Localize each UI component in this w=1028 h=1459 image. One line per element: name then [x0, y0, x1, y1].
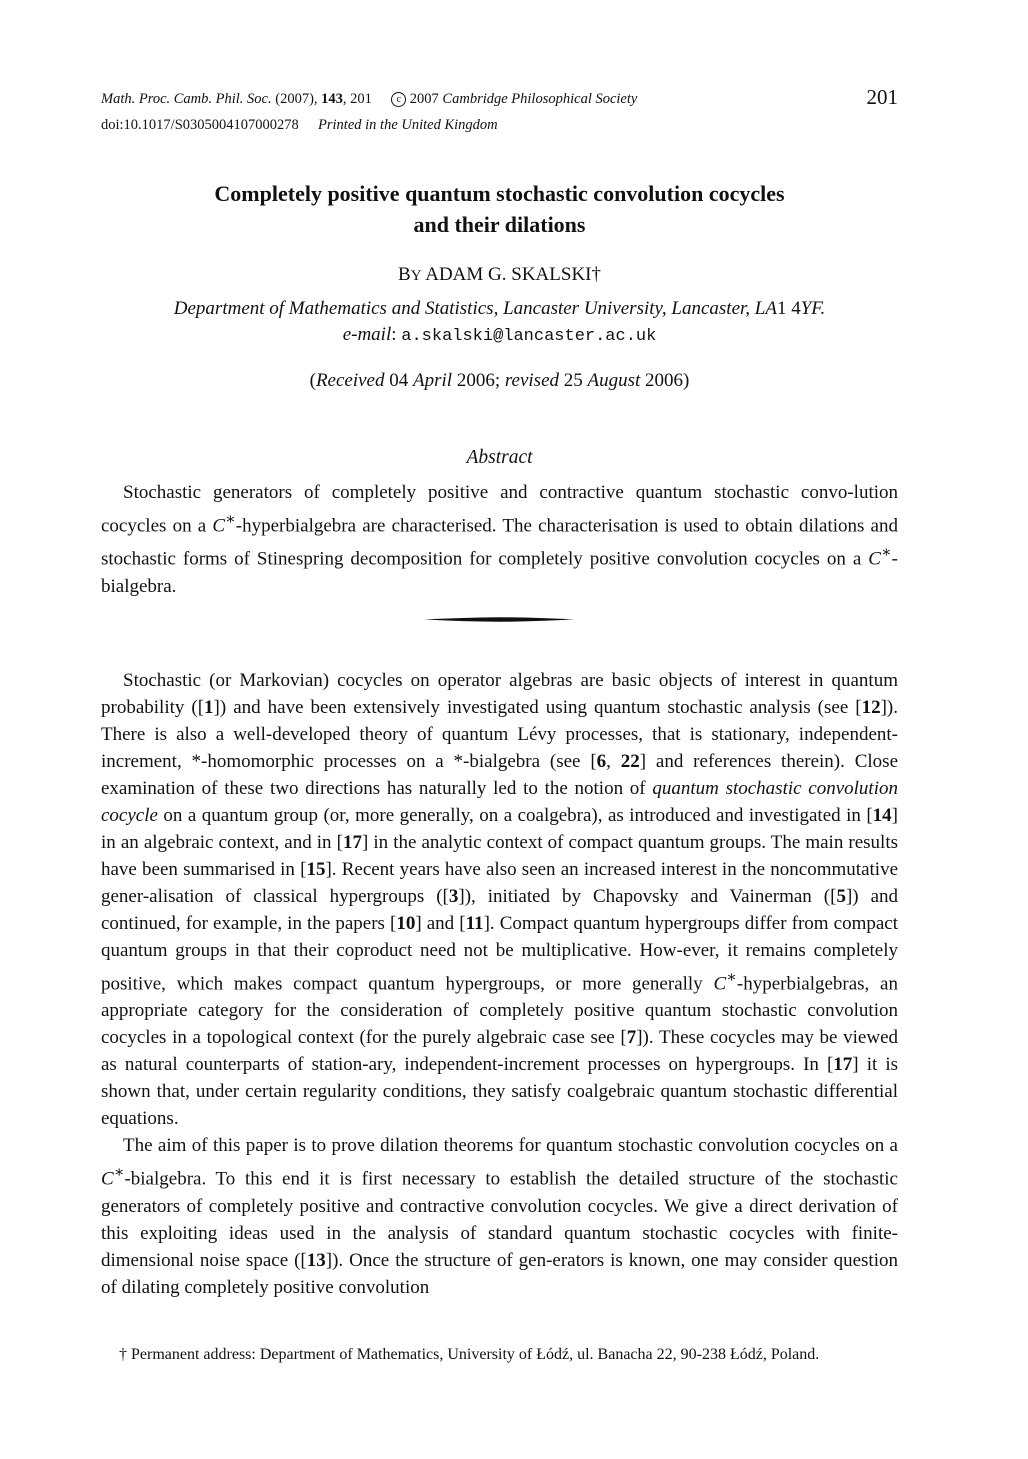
section-divider	[424, 615, 574, 624]
citation-ref[interactable]: 3	[448, 886, 459, 907]
math-star: ∗	[225, 511, 236, 528]
math-c: C	[713, 973, 727, 995]
printed-note: Printed in the United Kingdom	[318, 117, 498, 133]
doi: doi:10.1017/S0305004107000278	[101, 117, 299, 133]
revised-year: 2006)	[640, 370, 690, 391]
math-c: C	[868, 548, 881, 570]
copyright-icon: c	[391, 92, 406, 107]
abstract-part: -bialgebra.	[101, 548, 898, 597]
text-run: ]. Compact quantum hypergroups differ from compact quantum groups in that their coproduct need not be multiplicative. How-ever, it remains completely positive, which makes compact quantum hypergroups, or more generally	[101, 913, 899, 995]
citation-ref[interactable]: 22	[620, 751, 640, 772]
revised-day: 25	[559, 370, 588, 391]
received-label: Received	[315, 370, 385, 391]
citation-ref[interactable]: 17	[833, 1054, 853, 1076]
copyright-year: 2007	[409, 91, 439, 107]
citation-ref[interactable]: 1	[204, 697, 214, 718]
text-run: on a quantum group (or, more generally, on a coalgebra), as introduced and investigated in [	[157, 805, 873, 826]
citation-ref[interactable]: 7	[626, 1027, 637, 1049]
abstract-part: -hyperbialgebra are characterised. The characterisation is used to obtain dilations and stochastic forms of Stinespring decomposition for completely positive convolution cocycles on a	[101, 515, 898, 570]
title-line-1: Completely positive quantum stochastic convolution cocycles	[214, 181, 785, 206]
citation-ref[interactable]: 15	[306, 859, 326, 880]
citation-ref[interactable]: 13	[306, 1249, 326, 1271]
abstract-text	[101, 479, 898, 600]
text-run: Stochastic (or Markovian) cocycles on operator algebras are basic objects of interest in quantum probability ([	[101, 670, 898, 718]
math-star: ∗	[113, 1164, 125, 1182]
citation-ref[interactable]: 12	[861, 697, 881, 718]
text-run: ] and [	[415, 913, 466, 934]
email-sep: :	[391, 324, 402, 345]
received-year: 2006;	[452, 370, 505, 391]
paren-open: (	[309, 370, 316, 391]
math-star: ∗	[880, 544, 892, 562]
text-run: ]) and have been extensively investigated using quantum stochastic analysis (see [	[213, 697, 862, 718]
affiliation-postcode-end: YF.	[800, 298, 826, 319]
email-label: e-mail	[342, 324, 392, 345]
journal-year: (2007),	[275, 91, 318, 107]
citation-line	[101, 86, 898, 112]
citation-ref[interactable]: 6	[596, 751, 607, 772]
text-run: ] and references therein). Close examination of these two directions has naturally led to the notion of	[101, 751, 898, 799]
journal-first-page: , 201	[342, 91, 372, 107]
paragraph-1	[101, 667, 898, 1132]
running-header	[101, 86, 898, 138]
citation-ref[interactable]: 14	[872, 805, 892, 826]
footnote: † Permanent address: Department of Mathematics, University of Łódź, ul. Banacha 22, 90-238 Łódź, Poland.	[119, 1346, 820, 1363]
email-line	[101, 322, 898, 350]
journal-volume: 143	[321, 91, 343, 107]
received-dates	[101, 368, 898, 394]
text-run: ]). These cocycles may be viewed as natural counterparts of station-ary, independent-increment processes on hypergroups. In [	[101, 1027, 898, 1076]
text-run: ]) and continued, for example, in the papers [	[101, 886, 898, 934]
title-line-2: and their dilations	[413, 212, 586, 237]
text-run: ] it is shown that, under certain regularity conditions, they satisfy coalgebraic quantum stochastic differential equations.	[101, 1054, 898, 1130]
journal-name: Math. Proc. Camb. Phil. Soc.	[101, 91, 272, 107]
email-address[interactable]: a.skalski@lancaster.ac.uk	[401, 327, 657, 346]
citation-ref[interactable]: 11	[465, 913, 484, 934]
text-run: ]), initiated by Chapovsky and Vainerman ([	[458, 886, 837, 907]
math-c: C	[212, 515, 226, 537]
society-name: Cambridge Philosophical Society	[442, 91, 638, 107]
revised-label: revised	[504, 370, 560, 391]
emphasis: quantum stochastic convolution cocycle	[101, 778, 898, 826]
text-run: ] in an algebraic context, and in [	[101, 805, 898, 853]
by-initial: B	[398, 264, 411, 285]
received-day: 04	[384, 370, 413, 391]
author-line	[101, 262, 898, 289]
text-run: ]. Recent years have also seen an increased interest in the noncommutative gener-alisation of classical hypergroups ([	[101, 859, 899, 907]
revised-month: August	[587, 370, 641, 391]
author-name: ADAM G. SKALSKI†	[421, 264, 601, 285]
doi-line	[101, 112, 898, 138]
by-rest: Y	[410, 268, 422, 284]
text-run: The aim of this paper is to prove dilation theorems for quantum stochastic convolution cocycles on a	[123, 1135, 898, 1157]
paragraph-2	[101, 1132, 898, 1300]
affiliation-postcode: 1 4	[776, 298, 801, 319]
citation-ref[interactable]: 17	[342, 832, 362, 853]
text-run: -hyperbialgebras, an appropriate category for the consideration of completely positive quantum stochastic convolution cocycles in a topological context (for the purely algebraic case see [	[101, 973, 898, 1049]
text-run: ,	[606, 751, 621, 772]
affiliation-text: Department of Mathematics and Statistics, Lancaster University, Lancaster, LA	[173, 298, 777, 319]
text-run: -bialgebra. To this end it is first necessary to establish the detailed structure of the stochastic generators of completely positive and contractive convolution cocycles. We give a direct derivation of this exploiting ideas used in the analysis of standard quantum stochastic cocycles with finite-dimensional noise space ([	[101, 1168, 898, 1271]
citation-ref[interactable]: 10	[396, 913, 416, 934]
received-month: April	[413, 370, 453, 391]
abstract-part: Stochastic generators of completely positive and contractive quantum stochastic convo-lution cocycles on a	[101, 482, 898, 537]
math-star: ∗	[726, 969, 737, 986]
abstract-heading: Abstract	[466, 447, 533, 468]
math-c: C	[101, 1168, 114, 1190]
text-run: ]). There is also a well-developed theory of quantum Lévy processes, that is stationary, independent-increment, *-homomorphic processes on a *-bialgebra (see [	[101, 697, 898, 772]
text-run: ] in the analytic context of compact quantum groups. The main results have been summarised in [	[101, 832, 898, 880]
citation-ref[interactable]: 5	[836, 886, 846, 907]
affiliation	[101, 296, 898, 322]
page-number: 201	[866, 85, 898, 109]
text-run: ]). Once the structure of gen-erators is known, one may consider question of dilating completely positive convolution	[101, 1249, 898, 1298]
paper-title	[101, 178, 898, 240]
body-text	[101, 667, 898, 1301]
